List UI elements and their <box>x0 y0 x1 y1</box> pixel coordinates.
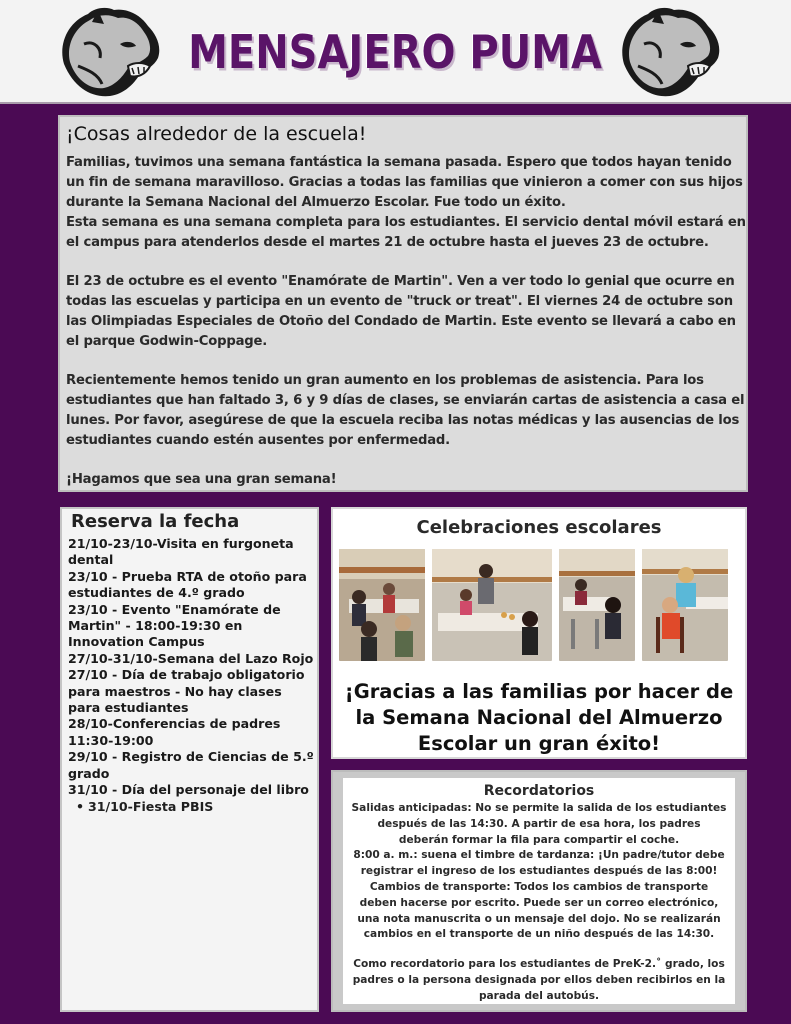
date-bullet-item: • 31/10-Fiesta PBIS <box>68 799 317 815</box>
news-body <box>66 153 746 490</box>
reminders-panel <box>331 770 747 1012</box>
reminders-heading: Recordatorios <box>483 783 595 799</box>
puma-mascot-icon <box>54 4 166 100</box>
news-paragraph: Recientemente hemos tenido un gran aumento en los problemas de asistencia. Para los estudiantes que han faltado 3, 6 y 9 días de clases, se enviarán cartas de asistencia a casa el lunes. Por favor, asegúrese de que la escuela reciba las notas médicas y las ausencias de los estudiantes cuando estén ausentes por enfermedad. <box>66 373 745 448</box>
date-item: 27/10 - Día de trabajo obligatorio para maestros - No hay clases para estudiantes <box>68 667 305 716</box>
cafeteria-photo <box>339 549 425 661</box>
date-item: 27/10-31/10-Semana del Lazo Rojo <box>68 650 314 666</box>
reminder-paragraph: Salidas anticipadas: No se permite la salida de los estudiantes después de las 14:30. A partir de esa hora, los padres deberán formar la fila para compartir el coche. <box>351 802 727 846</box>
newsletter-title: MENSAJERO PUMA <box>188 26 602 80</box>
save-the-date-panel <box>60 507 319 1012</box>
date-item: 28/10-Conferencias de padres 11:30-19:00 <box>68 716 281 748</box>
date-item: 23/10 - Evento "Enamórate de Martin" - 18:00-19:30 en Innovation Campus <box>68 601 281 650</box>
school-news-panel <box>58 115 748 492</box>
cafeteria-photo <box>559 549 635 661</box>
date-item: 23/10 - Prueba RTA de otoño para estudiantes de 4.º grado <box>68 568 307 601</box>
reminder-paragraph: 8:00 a. m.: suena el timbre de tardanza: ¡Un padre/tutor debe registrar el ingreso de los estudiantes después de las 8:00! <box>353 849 725 878</box>
celebrations-heading: Celebraciones escolares <box>416 517 662 538</box>
dates-heading: Reserva la fecha <box>71 511 240 532</box>
news-closing: ¡Hagamos que sea una gran semana! <box>66 472 337 487</box>
header-banner <box>0 0 791 104</box>
thanks-message: ¡Gracias a las familias por hacer de la Semana Nacional del Almuerzo Escolar un gran éxito! <box>344 680 734 755</box>
dates-list <box>68 536 317 815</box>
cafeteria-photo <box>432 549 552 661</box>
puma-mascot-icon <box>614 4 726 100</box>
news-paragraph: El 23 de octubre es el evento "Enamórate de Martin". Ven a ver todo lo genial que ocurre en todas las escuelas y participa en un evento de "truck or treat". El viernes 24 de octubre son las Olimpiadas Especiales de Otoño del Condado de Martin. Este evento se llevará a cabo en el parque Godwin-Coppage. <box>66 274 736 349</box>
news-heading: ¡Cosas alrededor de la escuela! <box>66 123 367 145</box>
date-item: 29/10 - Registro de Ciencias de 5.º grado <box>68 749 314 781</box>
news-paragraph: Familias, tuvimos una semana fantástica la semana pasada. Espero que todos hayan tenido un fin de semana maravilloso. Gracias a todas las familias que vinieron a comer con sus hijos durante la Semana Nacional del Almuerzo Escolar. Fue todo un éxito. <box>66 155 743 210</box>
cafeteria-photo <box>642 549 728 661</box>
reminder-paragraph: Cambios de transporte: Todos los cambios de transporte deben hacerse por escrito. Puede ser un correo electrónico, una nota manuscrita o un mensaje del dojo. No se realizarán cambios en el transporte de un niño después de las 14:30. <box>357 880 721 941</box>
news-paragraph: Esta semana es una semana completa para los estudiantes. El servicio dental móvil estará en el campus para atenderlos desde el martes 21 de octubre hasta el jueves 23 de octubre. <box>66 215 746 250</box>
date-item: 21/10-23/10-Visita en furgoneta dental <box>68 536 294 568</box>
reminders-body <box>351 801 727 1005</box>
date-item: 31/10 - Día del personaje del libro <box>68 782 309 798</box>
reminder-paragraph: Como recordatorio para los estudiantes de PreK-2.˚ grado, los padres o la persona designada por ellos deben recibirlos en la parada del autobús. <box>352 958 726 1002</box>
reminders-content <box>343 778 735 1004</box>
celebrations-panel <box>331 507 747 759</box>
